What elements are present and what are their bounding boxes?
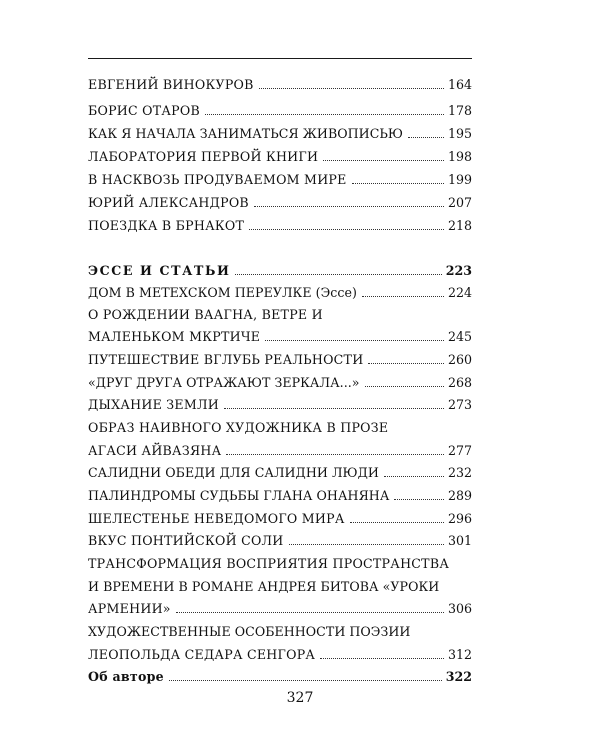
toc-entry [88, 195, 472, 211]
toc-entry-continued [88, 624, 472, 640]
dot-leader [265, 340, 444, 341]
toc-entry-page: 218 [447, 218, 472, 233]
dot-leader [205, 114, 444, 115]
toc-entry [88, 329, 472, 345]
toc-entry-title: ВКУС ПОНТИЙСКОЙ СОЛИ [88, 533, 284, 548]
dot-leader [289, 544, 444, 545]
dot-leader [365, 386, 444, 387]
toc-entry-page: 207 [447, 195, 472, 210]
dot-leader [384, 476, 444, 477]
toc-entry-title: И ВРЕМЕНИ В РОМАНЕ АНДРЕЯ БИТОВА «УРОКИ [88, 579, 440, 594]
toc-entry-title: САЛИДНИ ОБЕДИ ДЛЯ САЛИДНИ ЛЮДИ [88, 465, 379, 480]
toc-entry-continued [88, 556, 472, 572]
toc-entry-page: 199 [447, 172, 472, 187]
dot-leader [176, 612, 444, 613]
dot-leader [254, 206, 444, 207]
toc-entry-title: ТРАНСФОРМАЦИЯ ВОСПРИЯТИЯ ПРОСТРАНСТВА [88, 556, 450, 571]
toc-entry [88, 601, 472, 617]
toc-entry [88, 149, 472, 165]
toc-entry [88, 647, 472, 663]
dot-leader [169, 680, 442, 681]
toc-entry-page: 277 [447, 443, 472, 458]
toc-entry-title: ДЫХАНИЕ ЗЕМЛИ [88, 397, 219, 412]
dot-leader [259, 88, 444, 89]
toc-entry-page: 306 [447, 601, 472, 616]
toc-entry-page: 260 [447, 352, 472, 367]
toc-entry-title: ОБРАЗ НАИВНОГО ХУДОЖНИКА В ПРОЗЕ [88, 420, 389, 435]
toc-entry [88, 397, 472, 413]
toc-entry-title: ЛЕОПОЛЬДА СЕДАРА СЕНГОРА [88, 647, 316, 662]
toc-entry-page: 224 [447, 285, 472, 300]
dot-leader [408, 137, 444, 138]
toc-entry-page: 164 [447, 77, 472, 92]
toc-entry [88, 285, 472, 301]
toc-entry-title: БОРИС ОТАРОВ [88, 103, 200, 118]
dot-leader [320, 658, 444, 659]
dot-leader [249, 229, 444, 230]
dot-leader [394, 499, 444, 500]
toc-entry [88, 126, 472, 142]
toc-entry-page: 289 [447, 488, 472, 503]
toc-entry-page: 296 [447, 511, 472, 526]
toc-entry-page: 312 [447, 647, 472, 662]
toc-entry-title: ШЕЛЕСТЕНЬЕ НЕВЕДОМОГО МИРА [88, 511, 345, 526]
dot-leader [235, 274, 441, 275]
toc-entry-title: О РОЖДЕНИИ ВААГНА, ВЕТРЕ И [88, 307, 323, 322]
dot-leader [362, 296, 444, 297]
toc-entry [88, 488, 472, 504]
table-of-contents [88, 0, 472, 750]
dot-leader [224, 408, 444, 409]
toc-entry-title: Об авторе [88, 669, 164, 684]
toc-entry [88, 352, 472, 368]
page-number: 327 [286, 690, 314, 706]
toc-entry-title: «ДРУГ ДРУГА ОТРАЖАЮТ ЗЕРКАЛА...» [88, 375, 360, 390]
toc-entry-continued [88, 420, 472, 436]
toc-section-heading [88, 263, 472, 279]
toc-entry-title: ЮРИЙ АЛЕКСАНДРОВ [88, 195, 249, 210]
toc-entry-title: АГАСИ АЙВАЗЯНА [88, 443, 222, 458]
toc-entry-page: 195 [447, 126, 472, 141]
dot-leader [350, 522, 444, 523]
toc-entry-title: АРМЕНИИ» [88, 601, 171, 616]
toc-entry [88, 443, 472, 459]
toc-entry-continued [88, 579, 472, 595]
toc-entry-title: ЕВГЕНИЙ ВИНОКУРОВ [88, 77, 254, 92]
toc-entry-title: ПУТЕШЕСТВИЕ ВГЛУБЬ РЕАЛЬНОСТИ [88, 352, 364, 367]
toc-entry-title: ДОМ В МЕТЕХСКОМ ПЕРЕУЛКЕ (Эссе) [88, 285, 357, 300]
toc-entry-title: ПАЛИНДРОМЫ СУДЬБЫ ГЛАНА ОНАНЯНА [88, 488, 390, 503]
dot-leader [352, 183, 444, 184]
toc-entry-page: 245 [447, 329, 472, 344]
toc-entry-title: В НАСКВОЗЬ ПРОДУВАЕМОМ МИРЕ [88, 172, 347, 187]
toc-entry-page: 223 [445, 263, 472, 278]
toc-entry [88, 77, 472, 93]
toc-entry-page: 273 [447, 397, 472, 412]
toc-entry [88, 465, 472, 481]
dot-leader [368, 363, 444, 364]
toc-entry-page: 322 [445, 669, 472, 684]
toc-entry-page: 198 [447, 149, 472, 164]
toc-entry-about-author [88, 669, 472, 685]
toc-entry [88, 375, 472, 391]
toc-entry-continued [88, 307, 472, 323]
toc-entry-page: 178 [447, 103, 472, 118]
toc-entry-title: ПОЕЗДКА В БРНАКОТ [88, 218, 245, 233]
toc-entry [88, 533, 472, 549]
toc-entry-title: ЛАБОРАТОРИЯ ПЕРВОЙ КНИГИ [88, 149, 319, 164]
toc-entry [88, 218, 472, 234]
toc-entry-title: ЭССЕ И СТАТЬИ [88, 263, 231, 278]
toc-entry-title: МАЛЕНЬКОМ МКРТИЧЕ [88, 329, 261, 344]
toc-entry [88, 511, 472, 527]
toc-entry [88, 172, 472, 188]
dot-leader [226, 454, 444, 455]
toc-entry-page: 232 [447, 465, 472, 480]
toc-entry-page: 268 [447, 375, 472, 390]
toc-entry-title: ХУДОЖЕСТВЕННЫЕ ОСОБЕННОСТИ ПОЭЗИИ [88, 624, 411, 639]
toc-entry-page: 301 [447, 533, 472, 548]
toc-entry [88, 103, 472, 119]
toc-entry-title: КАК Я НАЧАЛА ЗАНИМАТЬСЯ ЖИВОПИСЬЮ [88, 126, 404, 141]
dot-leader [323, 160, 444, 161]
